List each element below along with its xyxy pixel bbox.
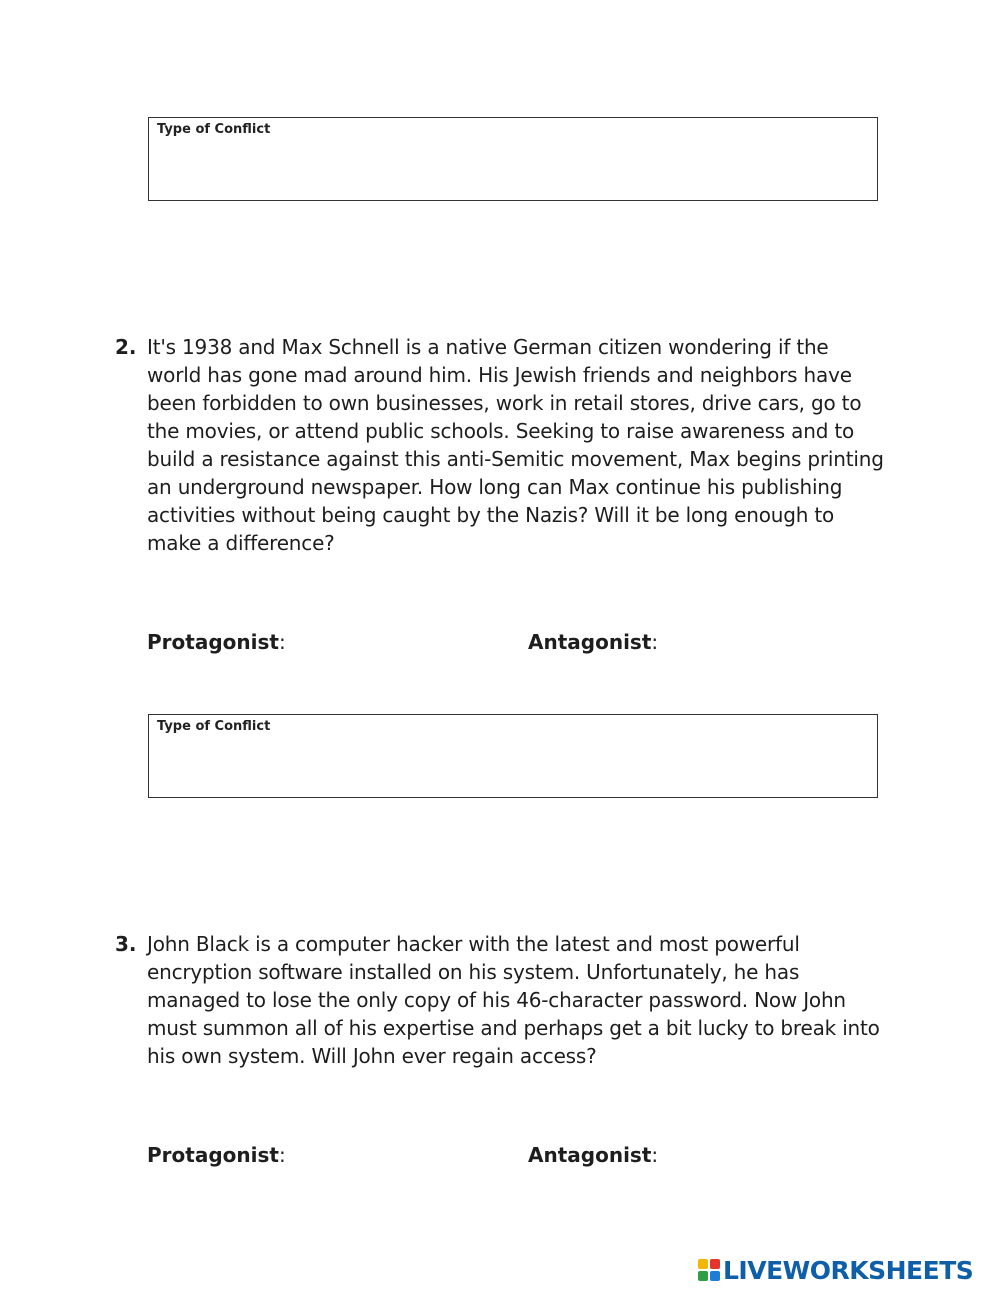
question-number: 2. <box>115 335 137 359</box>
colon: : <box>278 1143 286 1167</box>
antagonist-field[interactable] <box>528 628 658 656</box>
protagonist-field[interactable] <box>147 1141 286 1169</box>
protagonist-label: Protagonist <box>147 1143 279 1167</box>
protagonist-label: Protagonist <box>147 630 279 654</box>
logo-block <box>710 1271 720 1281</box>
conflict-answer-box-2[interactable] <box>148 714 878 798</box>
antagonist-label: Antagonist <box>528 1143 652 1167</box>
question-2 <box>115 333 885 593</box>
logo-block <box>710 1259 720 1269</box>
logo-block <box>698 1259 708 1269</box>
colon: : <box>651 1143 659 1167</box>
colon: : <box>651 630 659 654</box>
question-3 <box>115 930 885 1100</box>
antagonist-label: Antagonist <box>528 630 652 654</box>
logo-blocks-icon <box>698 1259 720 1281</box>
logo-text: LIVEWORKSHEETS <box>723 1255 974 1285</box>
logo-block <box>698 1271 708 1281</box>
protagonist-field[interactable] <box>147 628 286 656</box>
antagonist-field[interactable] <box>528 1141 658 1169</box>
liveworksheets-logo <box>698 1255 973 1285</box>
question-text: John Black is a computer hacker with the latest and most powerful encryption software installed on his system. Unfortunately, he has managed to lose the only copy of his 46-character password. Now John must summon all of his expertise and perhaps get a bit lucky to break into his own system. Will John ever regain access? <box>147 932 880 1068</box>
conflict-answer-box-1[interactable] <box>148 117 878 201</box>
question-text: It's 1938 and Max Schnell is a native German citizen wondering if the world has gone mad around him. His Jewish friends and neighbors have been forbidden to own businesses, work in retail stores, drive cars, go to the movies, or attend public schools. Seeking to raise awareness and to build a resistance against this anti-Semitic movement, Max begins printing an underground newspaper. How long can Max continue his publishing activities without being caught by the Nazis? Will it be long enough to make a difference? <box>147 335 884 555</box>
colon: : <box>278 630 286 654</box>
question-number: 3. <box>115 932 137 956</box>
conflict-label: Type of Conflict <box>157 122 271 137</box>
conflict-label: Type of Conflict <box>157 719 271 734</box>
